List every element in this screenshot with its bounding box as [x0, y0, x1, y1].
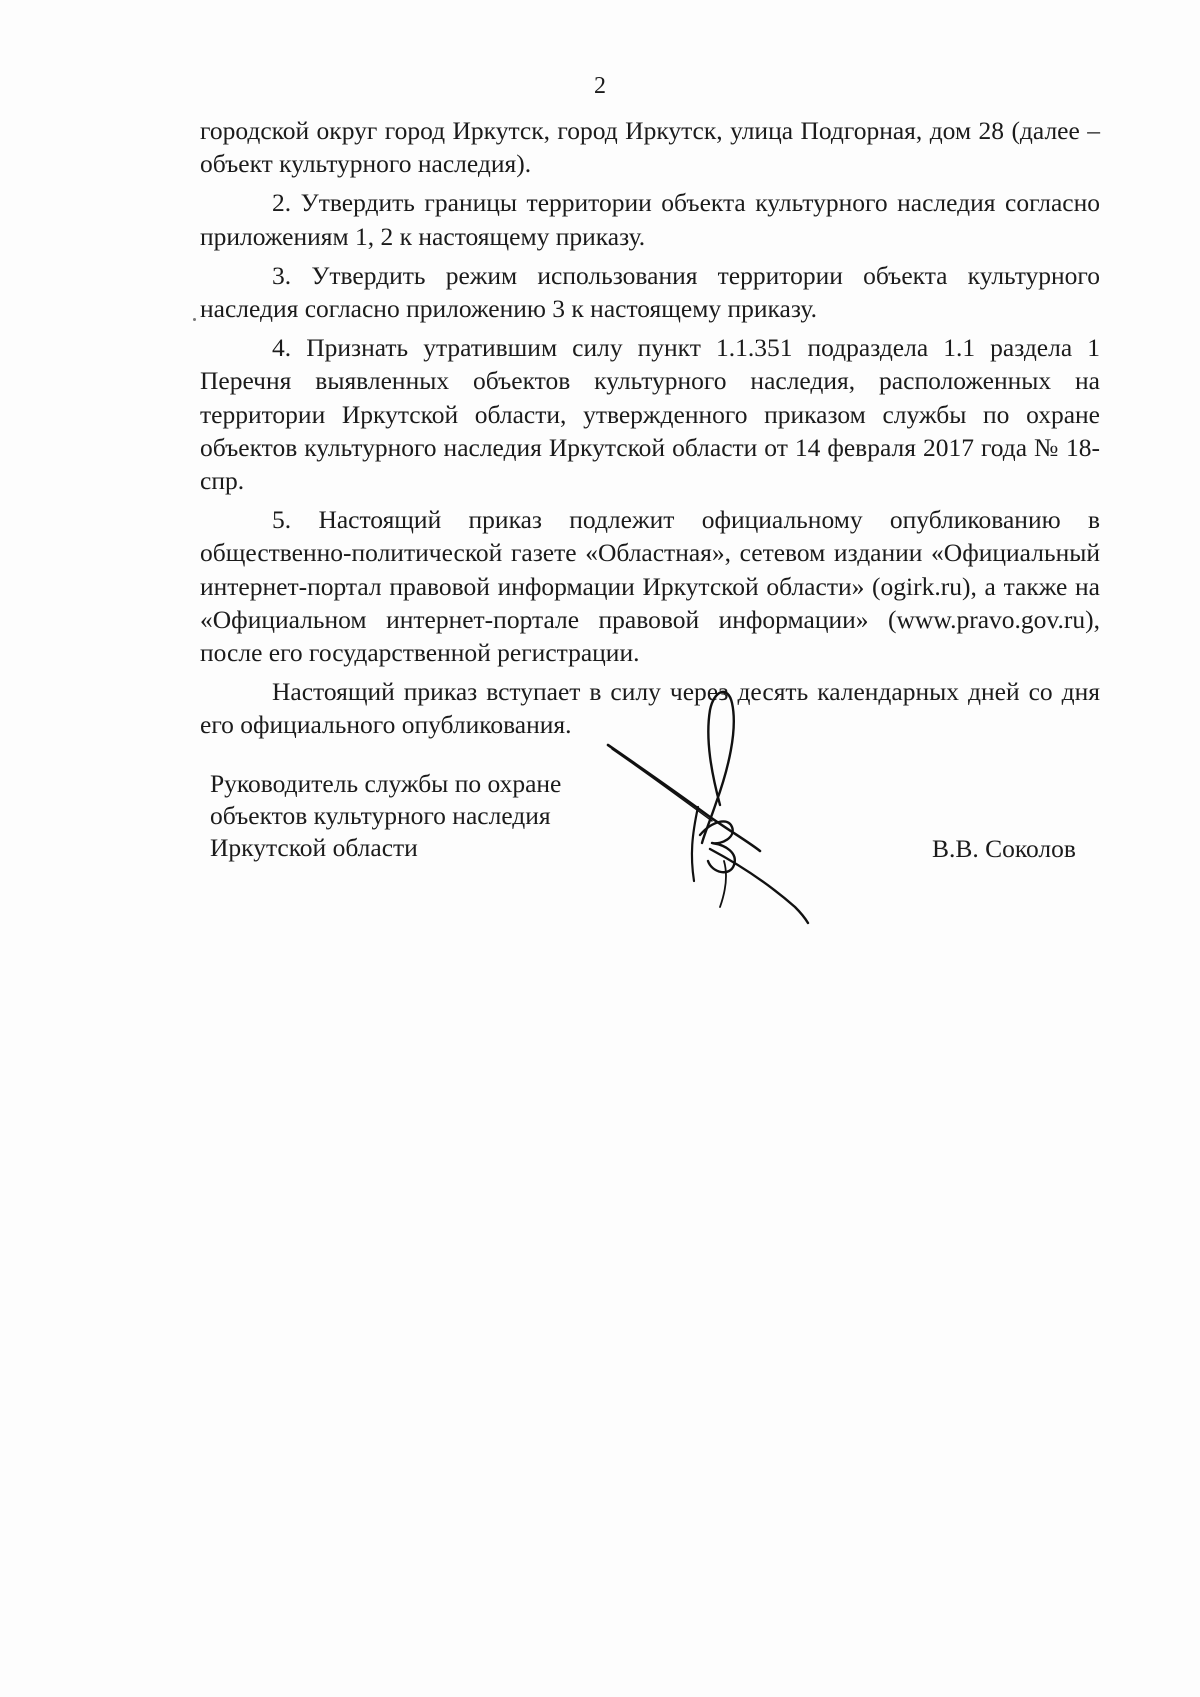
- position-line-2: объектов культурного наследия: [210, 801, 551, 830]
- paragraph-effective-date: Настоящий приказ вступает в силу через десять календарных дней со дня его официального опубликования.: [200, 677, 1100, 740]
- paragraph-item-3: 3. Утвердить режим использования территории объекта культурного наследия согласно приложению 3 к настоящему приказу.: [200, 260, 1100, 324]
- paragraph-item-2: 2. Утвердить границы территории объекта культурного наследия согласно приложениям 1, 2 к настоящему приказу.: [200, 188, 1100, 251]
- document-body: [200, 114, 1100, 748]
- paragraph-item-4: 4. Признать утратившим силу пункт 1.1.351 подраздела 1.1 раздела 1 Перечня выявленных объектов культурного наследия, расположенных на территории Иркутской области, утвержденного приказом службы по охране объектов культурного наследия Иркутской области от 14 февраля 2017 года № 18-спр.: [200, 333, 1100, 496]
- scan-speck: [193, 318, 196, 321]
- position-line-1: Руководитель службы по охране: [210, 769, 562, 798]
- handwritten-signature: [600, 685, 830, 925]
- paragraph-item-5: 5. Настоящий приказ подлежит официальному опубликованию в общественно-политической газете «Областная», сетевом издании «Официальный интернет-портал правовой информации Иркутской области» (ogirk.ru), а также на «Официальном интернет-портале правовой информации» (www.pravo.gov.ru), после его государственной регистрации.: [200, 505, 1100, 668]
- page-number: 2: [594, 73, 606, 99]
- paragraph-object-address: городской округ город Иркутск, город Иркутск, улица Подгорная, дом 28 (далее – объект культурного наследия).: [200, 116, 1100, 179]
- signer-name: В.В. Соколов: [932, 834, 1076, 863]
- position-line-3: Иркутской области: [210, 833, 418, 862]
- signatory-position: [210, 768, 561, 864]
